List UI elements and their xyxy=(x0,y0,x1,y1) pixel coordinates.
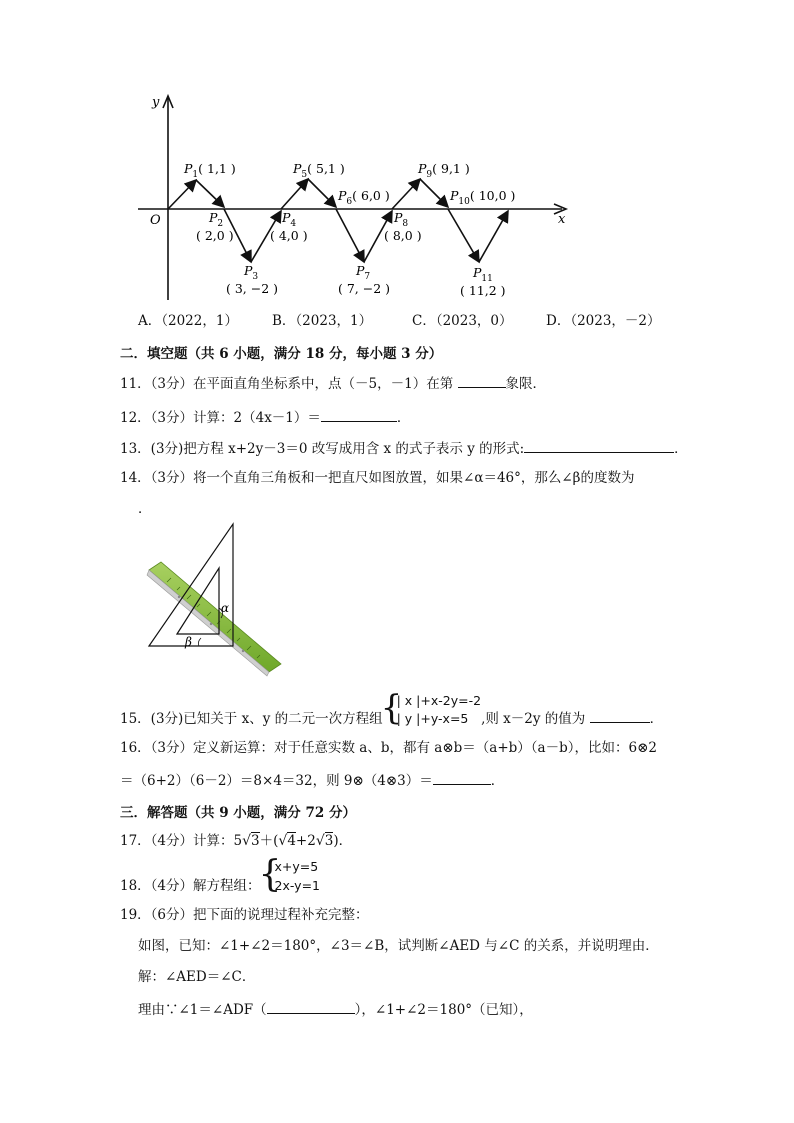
question-14 xyxy=(120,469,635,487)
q17-r2: 4 xyxy=(287,833,296,849)
q12-tail: ． xyxy=(396,410,411,426)
question-15 xyxy=(120,688,664,728)
q18-pre: 18．（4分）解方程组： xyxy=(120,877,261,894)
q13-answer-blank[interactable] xyxy=(524,438,674,453)
q15-eq2: | y |+y-x=5 xyxy=(396,711,469,726)
q16-answer-blank[interactable] xyxy=(433,770,491,785)
alpha-label: α xyxy=(221,601,230,615)
q13-text: 13．(3分)把方程 x+2y－3＝0 改写成用含 x 的式子表示 y 的形式: xyxy=(120,441,525,457)
p3-label: $P_3$ xyxy=(244,263,259,282)
p8-coord: ( 8,0 ) xyxy=(384,228,422,243)
q18-eq1: x+y=5 xyxy=(274,859,319,874)
p2-label: $P_2$ xyxy=(209,210,224,229)
option-c: C．（2023，0） xyxy=(412,313,513,329)
p11-label: $P_{11}$ xyxy=(473,265,493,284)
q14-text: 14．（3分）将一个直角三角板和一把直尺如图放置，如果∠α＝46°，那么∠β的度数为 xyxy=(120,470,635,486)
p4-label: $P_4$ xyxy=(282,210,297,229)
q19-line4b: ），∠1+∠2＝180°（已知）， xyxy=(354,1002,533,1018)
q17-mid2: +2 xyxy=(295,833,316,849)
p6-label: $P_6$( 6,0 ) xyxy=(338,188,390,207)
question-13 xyxy=(120,438,688,458)
q16-line2: ＝（6+2）（6－2）＝8×4＝32，则 9⊗（4⊗3）＝ xyxy=(120,773,433,789)
ruler-triangle-figure xyxy=(135,520,285,680)
p4-coord: ( 4,0 ) xyxy=(270,228,308,243)
q15-answer-blank[interactable] xyxy=(590,708,650,723)
q18-eq2: 2x-y=1 xyxy=(274,878,320,893)
q19-reason-blank[interactable] xyxy=(267,999,355,1014)
q17-mid: ＋( xyxy=(259,833,279,849)
section-3-title: 三．解答题（共 9 小题，满分 72 分） xyxy=(120,805,356,821)
question-17: 17．（4分）计算：5√3＋(√4+2√3)． xyxy=(120,833,353,849)
q19-line2: 如图，已知：∠1+∠2＝180°，∠3＝∠B，试判断∠AED 与∠C 的关系，并说明理由． xyxy=(138,938,659,954)
q15-eq1: | x |+x-2y=-2 xyxy=(396,693,482,708)
zigzag-coordinate-figure xyxy=(130,90,580,310)
q11-tail: 象限． xyxy=(505,376,546,392)
p11-coord: ( 11,2 ) xyxy=(460,283,506,298)
option-a: A．（2022，1） xyxy=(138,313,238,329)
q18-system: { x+y=5 2x-y=1 xyxy=(258,854,320,895)
question-11 xyxy=(120,373,546,393)
p2-coord: ( 2,0 ) xyxy=(196,228,234,243)
q19-line4a: 理由∵∠1＝∠ADF（ xyxy=(138,1002,267,1018)
q19-line3: 解：∠AED＝∠C． xyxy=(138,969,256,985)
question-16: 16．（3分）定义新运算：对于任意实数 a、b，都有 a⊗b＝（a+b）（a－b），比如：6⊗2 xyxy=(120,740,657,756)
p1-label: $P_1$( 1,1 ) xyxy=(184,161,236,180)
q11-text: 11．（3分）在平面直角坐标系中，点（－5，－1）在第 xyxy=(120,376,458,392)
p8-label: $P_8$ xyxy=(394,210,409,229)
q12-text: 12．（3分）计算：2（4x－1）＝ xyxy=(120,410,321,426)
section-2-title: 二．填空题（共 6 小题，满分 18 分，每小题 3 分） xyxy=(120,346,443,362)
q12-answer-blank[interactable] xyxy=(321,407,397,422)
origin-label: O xyxy=(150,213,161,228)
q17-post: )． xyxy=(333,833,353,849)
q14-line2: ． xyxy=(138,501,152,517)
q13-tail: ． xyxy=(674,441,688,457)
p7-label: $P_7$ xyxy=(356,263,371,282)
question-19: 19．（6分）把下面的说理过程补充完整： xyxy=(120,907,369,923)
q11-answer-blank[interactable] xyxy=(458,373,506,388)
q15-post: ,则 x－2y 的值为 xyxy=(481,710,586,727)
option-b: B．（2023，1） xyxy=(272,313,373,329)
q19-line4 xyxy=(138,999,533,1019)
q17-r1: 3 xyxy=(251,833,260,849)
p7-coord: ( 7, −2 ) xyxy=(338,281,391,296)
x-axis-label: x xyxy=(558,212,566,227)
question-18 xyxy=(120,854,320,897)
beta-label: β xyxy=(185,635,192,649)
q16-tail: ． xyxy=(490,773,505,789)
p3-coord: ( 3, −2 ) xyxy=(226,281,279,296)
p5-label: $P_5$( 5,1 ) xyxy=(293,161,345,180)
option-d: D．（2023，－2） xyxy=(546,313,661,329)
question-12 xyxy=(120,407,410,427)
q15-tail: ． xyxy=(649,710,664,727)
q17-r3: 3 xyxy=(324,833,334,849)
p10-label: $P_{10}$( 10,0 ) xyxy=(450,188,516,207)
question-16-line2 xyxy=(120,770,504,790)
q15-system: { | x |+x-2y=-2 | y |+y-x=5 xyxy=(380,688,482,728)
y-axis-label: y xyxy=(152,95,160,110)
q17-pre: 17．（4分）计算：5 xyxy=(120,833,243,849)
q15-pre: 15．(3分)已知关于 x、y 的二元一次方程组 xyxy=(120,710,383,727)
p9-label: $P_9$( 9,1 ) xyxy=(418,161,470,180)
